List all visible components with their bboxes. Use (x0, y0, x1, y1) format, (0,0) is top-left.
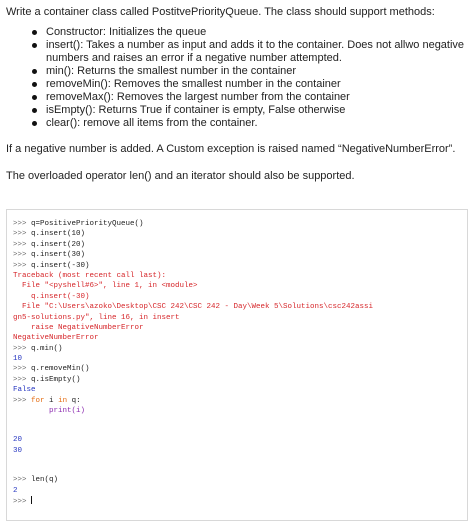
blank-space (13, 416, 468, 435)
method-text: removeMax(): Removes the largest number from the container (46, 91, 350, 103)
shell-command: q.removeMin() (31, 365, 90, 374)
method-item-clear (32, 117, 472, 130)
method-text: removeMin(): Removes the smallest number in the container (46, 78, 341, 90)
shell-prompt: >>> (13, 230, 27, 239)
keyword-in: in (58, 396, 68, 405)
shell-prompt: >>> (13, 497, 27, 506)
loop-variable: i (44, 396, 59, 405)
shell-command: len(q) (31, 476, 59, 485)
shell-prompt: >>> (13, 344, 27, 353)
traceback-file-line: File "C:\Users\azoko\Desktop\CSC 242\CSC 242 - Day\Week 5\Solutions\csc242assi (13, 303, 374, 312)
shell-output: 20 (13, 436, 23, 445)
method-item-min (32, 65, 472, 78)
loop-target: q: (67, 396, 81, 405)
shell-line (13, 396, 468, 406)
shell-prompt: >>> (13, 251, 27, 260)
text-cursor[interactable] (31, 496, 32, 504)
shell-prompt: >>> (13, 261, 27, 270)
shell-output: 2 (13, 486, 18, 495)
shell-prompt: >>> (13, 365, 27, 374)
bullet-icon (32, 30, 37, 35)
shell-prompt: >>> (13, 375, 27, 384)
shell-line (13, 219, 468, 229)
shell-command: q.min() (31, 344, 63, 353)
shell-command: q.isEmpty() (31, 375, 81, 384)
blank-space (13, 456, 468, 475)
bullet-icon (32, 108, 37, 113)
shell-output: False (13, 386, 36, 395)
error-name: NegativeNumberError (13, 334, 99, 343)
intro-paragraph: Write a container class called PostitvePriorityQueue. The class should support methods: (6, 6, 435, 18)
shell-line (13, 250, 468, 260)
shell-prompt: >>> (13, 476, 27, 485)
shell-input-line[interactable] (13, 496, 468, 506)
assignment-text (6, 6, 472, 183)
shell-prompt: >>> (13, 240, 27, 249)
shell-line (13, 475, 468, 485)
shell-output: 30 (13, 446, 23, 455)
traceback-raise-line: raise NegativeNumberError (13, 323, 144, 332)
method-text-continued: numbers and raises an error if a negative number attempted. (46, 52, 342, 64)
operator-paragraph: The overloaded operator len() and an iterator should also be supported. (6, 170, 355, 182)
traceback-header: Traceback (most recent call last): (13, 271, 167, 280)
shell-line (13, 261, 468, 271)
method-item-removemax (32, 91, 472, 104)
shell-line (13, 375, 468, 385)
traceback-code-line: q.insert(-30) (13, 292, 90, 301)
traceback-file-line: File "<pyshell#6>", line 1, in <module> (13, 282, 198, 291)
methods-list (6, 26, 472, 130)
method-item-insert (32, 39, 472, 65)
shell-line (13, 364, 468, 374)
method-text: min(): Returns the smallest number in the container (46, 65, 297, 77)
method-item-constructor (32, 26, 472, 39)
shell-command: q.insert(30) (31, 251, 86, 260)
keyword-for: for (31, 396, 45, 405)
python-shell-output (13, 219, 468, 506)
method-item-removemin (32, 78, 472, 91)
shell-output: 10 (13, 355, 23, 364)
traceback-file-line-continued: gn5-solutions.py", line 16, in insert (13, 313, 180, 322)
method-text: clear(): remove all items from the container. (46, 117, 258, 129)
method-text: insert(): Takes a number as input and adds it to the container. Does not allwo negative (46, 39, 465, 51)
shell-command: q.insert(-30) (31, 261, 90, 270)
method-text: Constructor: Initializes the queue (46, 26, 207, 38)
method-item-isempty (32, 104, 472, 117)
bullet-icon (32, 95, 37, 100)
loop-body-print: print(i) (13, 407, 86, 416)
shell-command: q=PositivePriorityQueue() (31, 220, 144, 228)
bullet-icon (32, 69, 37, 74)
method-text: isEmpty(): Returns True if container is empty, False otherwise (46, 104, 346, 116)
exception-paragraph: If a negative number is added. A Custom exception is raised named “NegativeNumberError”. (6, 143, 456, 155)
shell-prompt: >>> (13, 396, 27, 405)
shell-line (13, 344, 468, 354)
shell-prompt: >>> (13, 220, 27, 228)
shell-line (13, 229, 468, 239)
shell-command: q.insert(10) (31, 230, 86, 239)
bullet-icon (32, 121, 37, 126)
shell-line (13, 240, 468, 250)
bullet-icon (32, 82, 37, 87)
bullet-icon (32, 43, 37, 48)
shell-command: q.insert(20) (31, 240, 86, 249)
